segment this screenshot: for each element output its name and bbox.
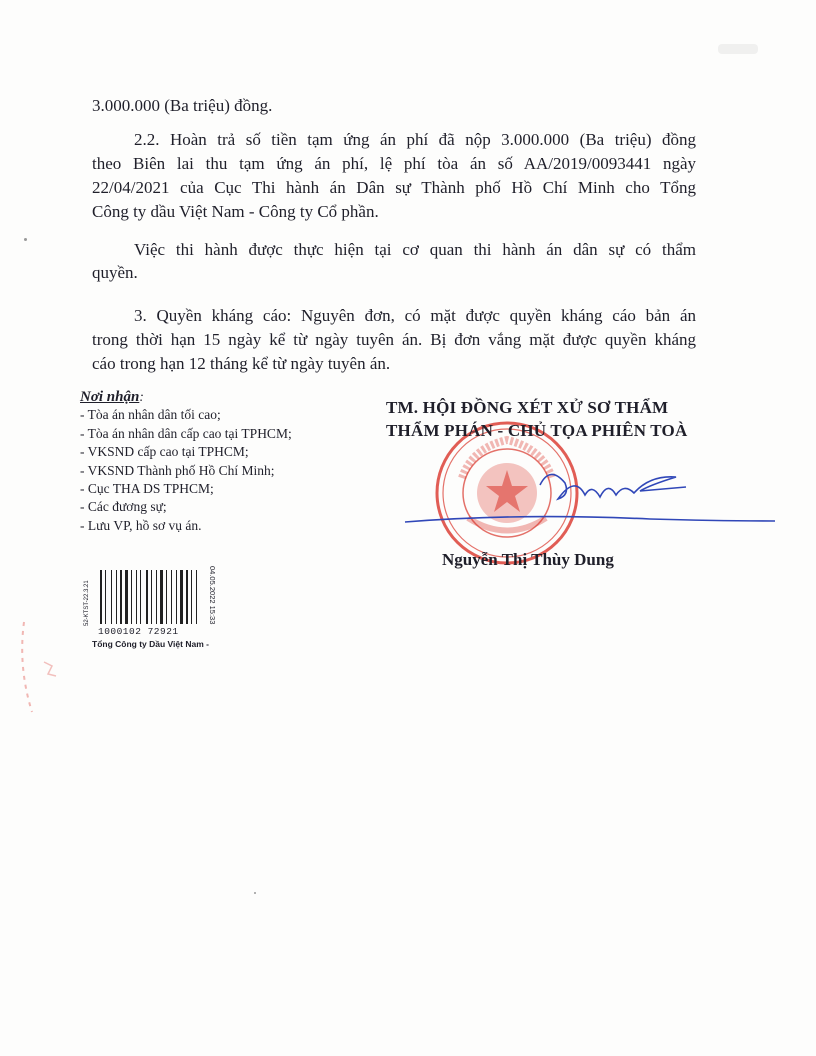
barcode-bar — [171, 570, 172, 624]
amount-line: 3.000.000 (Ba triệu) đồng. — [92, 96, 273, 115]
signer-name: Nguyễn Thị Thùy Dung — [442, 550, 614, 569]
handwritten-signature — [400, 455, 780, 535]
barcode-bar — [120, 570, 122, 624]
barcode-bar — [116, 570, 117, 624]
partial-stamp-mark — [14, 612, 84, 722]
recipient-item: - Lưu VP, hồ sơ vụ án. — [80, 517, 202, 533]
barcode-bar — [105, 570, 106, 624]
judge-title: THẨM PHÁN - CHỦ TỌA PHIÊN TOÀ — [386, 421, 688, 440]
barcode-code: 52-KTST-22.3.21 — [84, 580, 90, 626]
barcode-bar — [142, 570, 145, 624]
barcode-bar — [189, 570, 190, 624]
speck — [24, 238, 27, 241]
barcode-bar — [138, 570, 139, 624]
barcode-bar — [123, 570, 124, 624]
recipient-item: - Cục THA DS TPHCM; — [80, 481, 214, 497]
barcode-bar — [168, 570, 170, 624]
para-2-2-line-4: Công ty dầu Việt Nam - Công ty Cổ phần. — [92, 202, 379, 221]
barcode-bar — [103, 570, 104, 624]
para-2-2-line-3: 22/04/2021 của Cục Thi hành án Dân sự Thành phố Hồ Chí Minh cho Tổng — [92, 178, 696, 197]
speck — [254, 892, 256, 894]
barcode-bar — [113, 570, 115, 624]
barcode-bar — [193, 570, 195, 624]
appeal-line-2: trong thời hạn 15 ngày kể từ ngày tuyên án. Bị đơn vắng mặt được quyền kháng — [92, 330, 696, 349]
para-2-2-line-1: 2.2. Hoàn trả số tiền tạm ứng án phí đã nộp 3.000.000 (Ba triệu) đồng — [134, 130, 696, 149]
barcode-bar — [176, 570, 177, 624]
recipients-title: Nơi nhận: — [80, 389, 144, 405]
council-title: TM. HỘI ĐỒNG XÉT XỬ SƠ THẨM — [386, 398, 669, 417]
speck — [718, 44, 758, 54]
barcode-bar — [151, 570, 152, 624]
barcode-bar — [136, 570, 137, 624]
barcode-icon — [100, 570, 208, 624]
barcode-bar — [149, 570, 150, 624]
barcode-bar — [111, 570, 112, 624]
barcode-company: Tổng Công ty Dầu Việt Nam - — [92, 639, 209, 649]
barcode-bar — [191, 570, 192, 624]
barcode-bar — [156, 570, 157, 624]
barcode-bar — [158, 570, 159, 624]
recipient-item: - Tòa án nhân dân tối cao; — [80, 407, 221, 423]
recipients-block — [80, 388, 292, 535]
barcode-bar — [100, 570, 102, 624]
barcode-bar — [133, 570, 135, 624]
barcode-bar — [129, 570, 130, 624]
enforcement-line-2: quyền. — [92, 263, 138, 282]
barcode-number: 1000102 72921 — [98, 626, 179, 637]
barcode-bar — [178, 570, 179, 624]
barcode-bar — [173, 570, 175, 624]
appeal-line-3: cáo trong hạn 12 tháng kể từ ngày tuyên án. — [92, 354, 391, 373]
barcode-bar — [118, 570, 119, 624]
recipient-item: - VKSND Thành phố Hồ Chí Minh; — [80, 462, 275, 478]
barcode-bar — [166, 570, 167, 624]
recipient-item: - Các đương sự; — [80, 499, 167, 515]
barcode-bar — [153, 570, 155, 624]
barcode-bar — [198, 570, 199, 624]
para-2-2-line-2: theo Biên lai thu tạm ứng án phí, lệ phí tòa án số AA/2019/0093441 ngày — [92, 154, 696, 173]
barcode-bar — [131, 570, 132, 624]
barcode-bar — [107, 570, 110, 624]
barcode-bar — [164, 570, 165, 624]
barcode-bar — [196, 570, 197, 624]
enforcement-line-1: Việc thi hành được thực hiện tại cơ quan thi hành án dân sự có thẩm — [134, 240, 696, 259]
recipient-item: - VKSND cấp cao tại TPHCM; — [80, 444, 249, 460]
barcode-bar — [125, 570, 128, 624]
appeal-line-1: 3. Quyền kháng cáo: Nguyên đơn, có mặt được quyền kháng cáo bản án — [134, 306, 696, 325]
barcode-bar — [180, 570, 183, 624]
barcode-label — [80, 556, 230, 656]
barcode-bar — [140, 570, 141, 624]
barcode-bar — [186, 570, 188, 624]
recipient-item: - Tòa án nhân dân cấp cao tại TPHCM; — [80, 425, 292, 441]
barcode-bar — [160, 570, 163, 624]
barcode-bar — [146, 570, 148, 624]
barcode-datetime: 04.05.2022 15:33 — [208, 566, 217, 625]
barcode-bar — [184, 570, 185, 624]
